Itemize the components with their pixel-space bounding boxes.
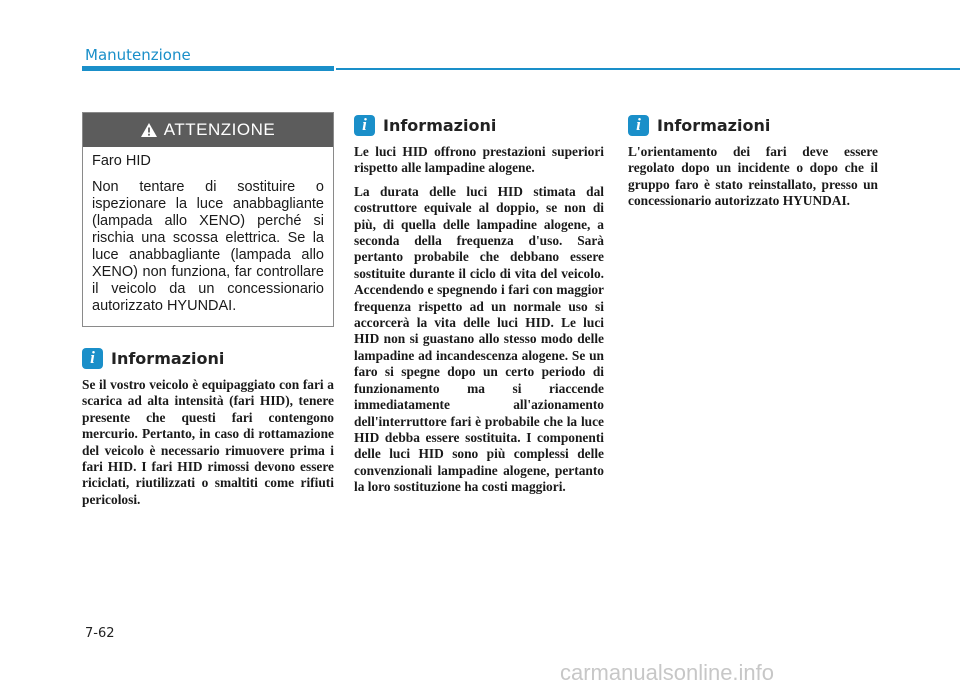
info-block-3: [628, 112, 878, 210]
info-title: Informazioni: [111, 348, 225, 368]
info-paragraph: La durata delle luci HID stimata dal costruttore equivale al doppio, se non di più, di quella delle lampadine alogene, a seconda della frequenza d'uso. Sarà pertanto probabile che debbano essere sostituite durante il ciclo di vita del veicolo. Accendendo e spegnendo i fari con maggior frequenza rispetto ad un normale uso si accorcerà la vita delle luci HID. Le luci HID non si guastano allo stesso modo delle lampadine ad incandescenza alogene. Se un faro si spegne dopo un certo periodo di funzionamento ma si riaccende immediatamente all'azionamento dell'interruttore fari è probabile che la luce HID debba essere sostituita. I componenti delle luci HID sono più complessi delle convenzionali lampadine alogene, pertanto la loro sostituzione ha costi maggiori.: [354, 183, 604, 495]
warning-header: [83, 113, 333, 147]
warning-text: Non tentare di sostituire o ispezionare la luce anabbagliante (lampada allo XENO) perché si rischia una scossa elettrica. Se la luce anabbagliante (lampada allo XENO) non funziona, far controllare il veicolo da un concessionario autorizzato HYUNDAI.: [92, 179, 324, 314]
info-i-icon: i: [354, 115, 375, 136]
info-paragraph: Se il vostro veicolo è equipaggiato con fari a scarica ad alta intensità (fari HID), tenere presente che questi fari contengono mercurio. Pertanto, in caso di rottamazione del veicolo è necessario rimuovere prima i fari HID. I fari HID rimossi devono essere riciclati, riutilizzati o smaltiti come rifiuti pericolosi.: [82, 377, 334, 507]
column-right: [628, 112, 878, 217]
warning-label: ATTENZIONE: [163, 120, 276, 139]
warning-body: [83, 147, 333, 326]
info-header: [354, 112, 604, 138]
warning-box: [82, 112, 334, 327]
info-block-1: [82, 345, 334, 508]
header-rule-thin: [336, 68, 960, 70]
warning-triangle-icon: [141, 123, 157, 137]
info-header: [628, 112, 878, 138]
info-title: Informazioni: [657, 115, 771, 135]
section-title: Manutenzione: [85, 46, 191, 64]
column-left: [82, 112, 334, 515]
info-block-2: [354, 112, 604, 496]
info-title: Informazioni: [383, 115, 497, 135]
info-paragraph: Le luci HID offrono prestazioni superiori rispetto alle lampadine alogene.: [354, 144, 604, 176]
watermark: carmanualsonline.info: [560, 660, 775, 685]
header-rule-thick: [82, 66, 334, 71]
info-i-icon: i: [82, 348, 103, 369]
page-number: 7-62: [85, 626, 115, 641]
info-paragraph: L'orientamento dei fari deve essere regolato dopo un incidente o dopo che il gruppo faro è stato reinstallato, presso un concessionario autorizzato HYUNDAI.: [628, 144, 878, 209]
warning-title: Faro HID: [92, 153, 151, 169]
column-middle: [354, 112, 604, 503]
info-i-icon: i: [628, 115, 649, 136]
info-header: [82, 345, 334, 371]
